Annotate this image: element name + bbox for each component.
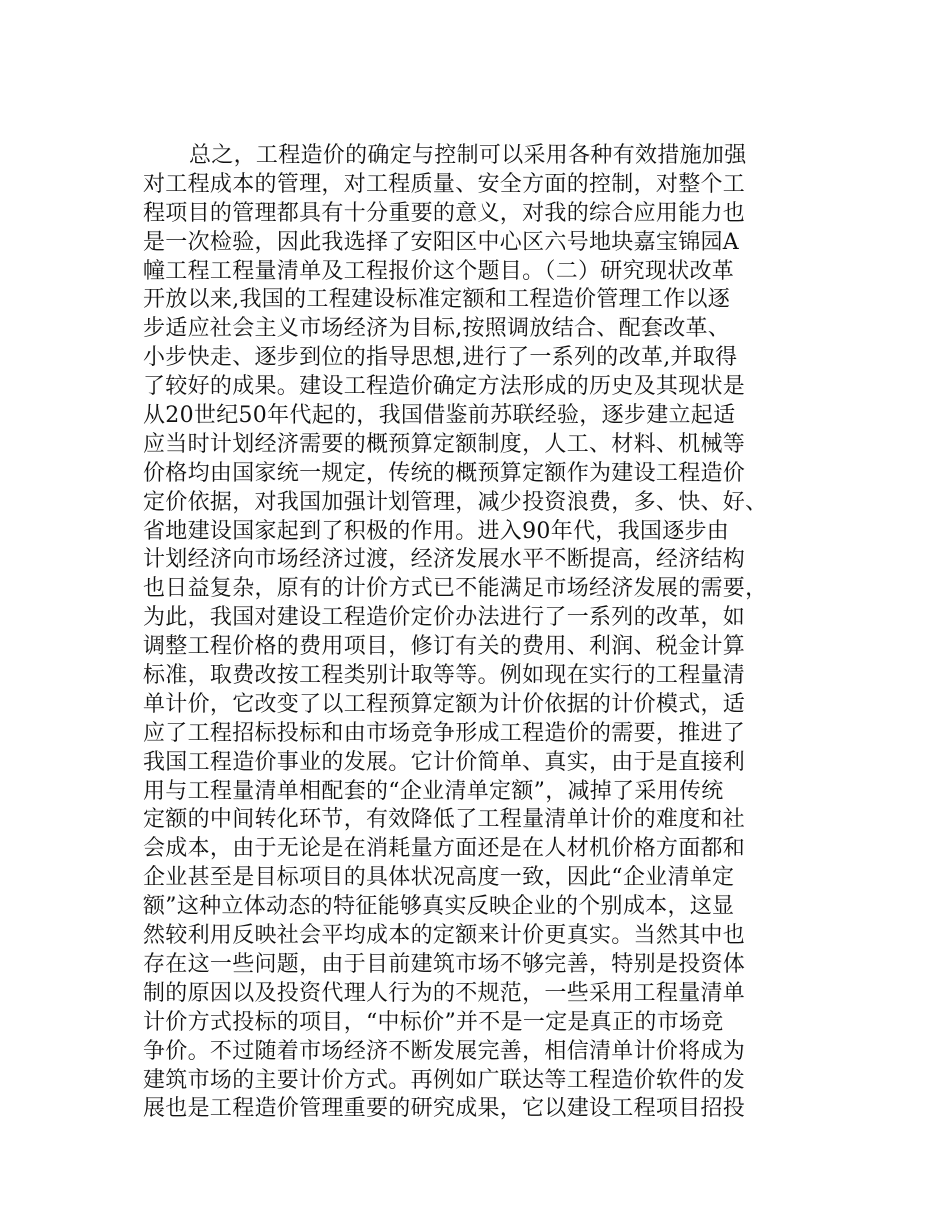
text-line: 幢工程工程量清单及工程报价这个题目。（二）研究现状改革 bbox=[143, 258, 735, 284]
text-line: 对工程成本的管理，对工程质量、安全方面的控制，对整个工 bbox=[143, 171, 746, 197]
text-line: 展也是工程造价管理重要的研究成果，它以建设工程项目招投 bbox=[143, 1096, 746, 1122]
text-line: 企业甚至是目标项目的具体状况高度一致，因此“企业清单定 bbox=[143, 865, 735, 891]
text-line: 用与工程量清单相配套的“企业清单定额”，减掉了采用传统 bbox=[143, 778, 724, 804]
text-line: 应当时计划经济需要的概预算定额制度，人工、材料、机械等 bbox=[143, 431, 746, 457]
text-line: 小步快走、逐步到位的指导思想,进行了一系列的改革,并取得 bbox=[143, 345, 738, 371]
text-line: 制的原因以及投资代理人行为的不规范，一些采用工程量清单 bbox=[143, 980, 746, 1006]
text-line: 我国工程造价事业的发展。它计价简单、真实，由于是直接利 bbox=[143, 749, 746, 775]
text-line: 额”这种立体动态的特征能够真实反映企业的个别成本，这显 bbox=[143, 894, 735, 920]
text-line: 定价依据，对我国加强计划管理，减少投资浪费，多、快、好、 bbox=[143, 489, 768, 515]
text-line: 是一次检验，因此我选择了安阳区中心区六号地块嘉宝锦园A bbox=[143, 229, 739, 255]
text-line: 计划经济向市场经济过渡，经济发展水平不断提高，经济结构 bbox=[143, 547, 746, 573]
text-line: 也日益复杂，原有的计价方式已不能满足市场经济发展的需要， bbox=[143, 576, 768, 602]
body-paragraph bbox=[143, 142, 833, 1124]
text-line: 程项目的管理都具有十分重要的意义，对我的综合应用能力也 bbox=[143, 200, 746, 226]
text-line: 应了工程招标投标和由市场竞争形成工程造价的需要，推进了 bbox=[143, 720, 746, 746]
text-line: 开放以来,我国的工程建设标准定额和工程造价管理工作以逐 bbox=[143, 287, 731, 313]
text-line: 争价。不过随着市场经济不断发展完善，相信清单计价将成为 bbox=[143, 1038, 746, 1064]
text-line: 建筑市场的主要计价方式。再例如广联达等工程造价软件的发 bbox=[143, 1067, 746, 1093]
text-line: 价格均由国家统一规定，传统的概预算定额作为建设工程造价 bbox=[143, 460, 746, 486]
text-line: 从20世纪50年代起的，我国借鉴前苏联经验，逐步建立起适 bbox=[143, 403, 736, 429]
text-line: 调整工程价格的费用项目，修订有关的费用、利润、税金计算 bbox=[143, 634, 746, 660]
text-line: 单计价，它改变了以工程预算定额为计价依据的计价模式，适 bbox=[143, 691, 746, 717]
text-line: 为此，我国对建设工程造价定价办法进行了一系列的改革，如 bbox=[143, 605, 746, 631]
text-line: 标准，取费改按工程类别计取等等。例如现在实行的工程量清 bbox=[143, 663, 746, 689]
text-line: 定额的中间转化环节，有效降低了工程量清单计价的难度和社 bbox=[143, 807, 746, 833]
text-line: 总之，工程造价的确定与控制可以采用各种有效措施加强 bbox=[189, 143, 747, 168]
text-line: 省地建设国家起到了积极的作用。进入90年代，我国逐步由 bbox=[143, 518, 730, 544]
text-line: 存在这一些问题，由于目前建筑市场不够完善，特别是投资体 bbox=[143, 951, 746, 977]
text-line: 了较好的成果。建设工程造价确定方法形成的历史及其现状是 bbox=[143, 374, 746, 400]
text-line: 步适应社会主义市场经济为目标,按照调放结合、配套改革、 bbox=[143, 316, 731, 342]
text-line: 然较利用反映社会平均成本的定额来计价更真实。当然其中也 bbox=[143, 923, 746, 949]
text-line: 计价方式投标的项目，“中标价”并不是一定是真正的市场竞 bbox=[143, 1009, 724, 1035]
text-line: 会成本，由于无论是在消耗量方面还是在人材机价格方面都和 bbox=[143, 836, 746, 862]
